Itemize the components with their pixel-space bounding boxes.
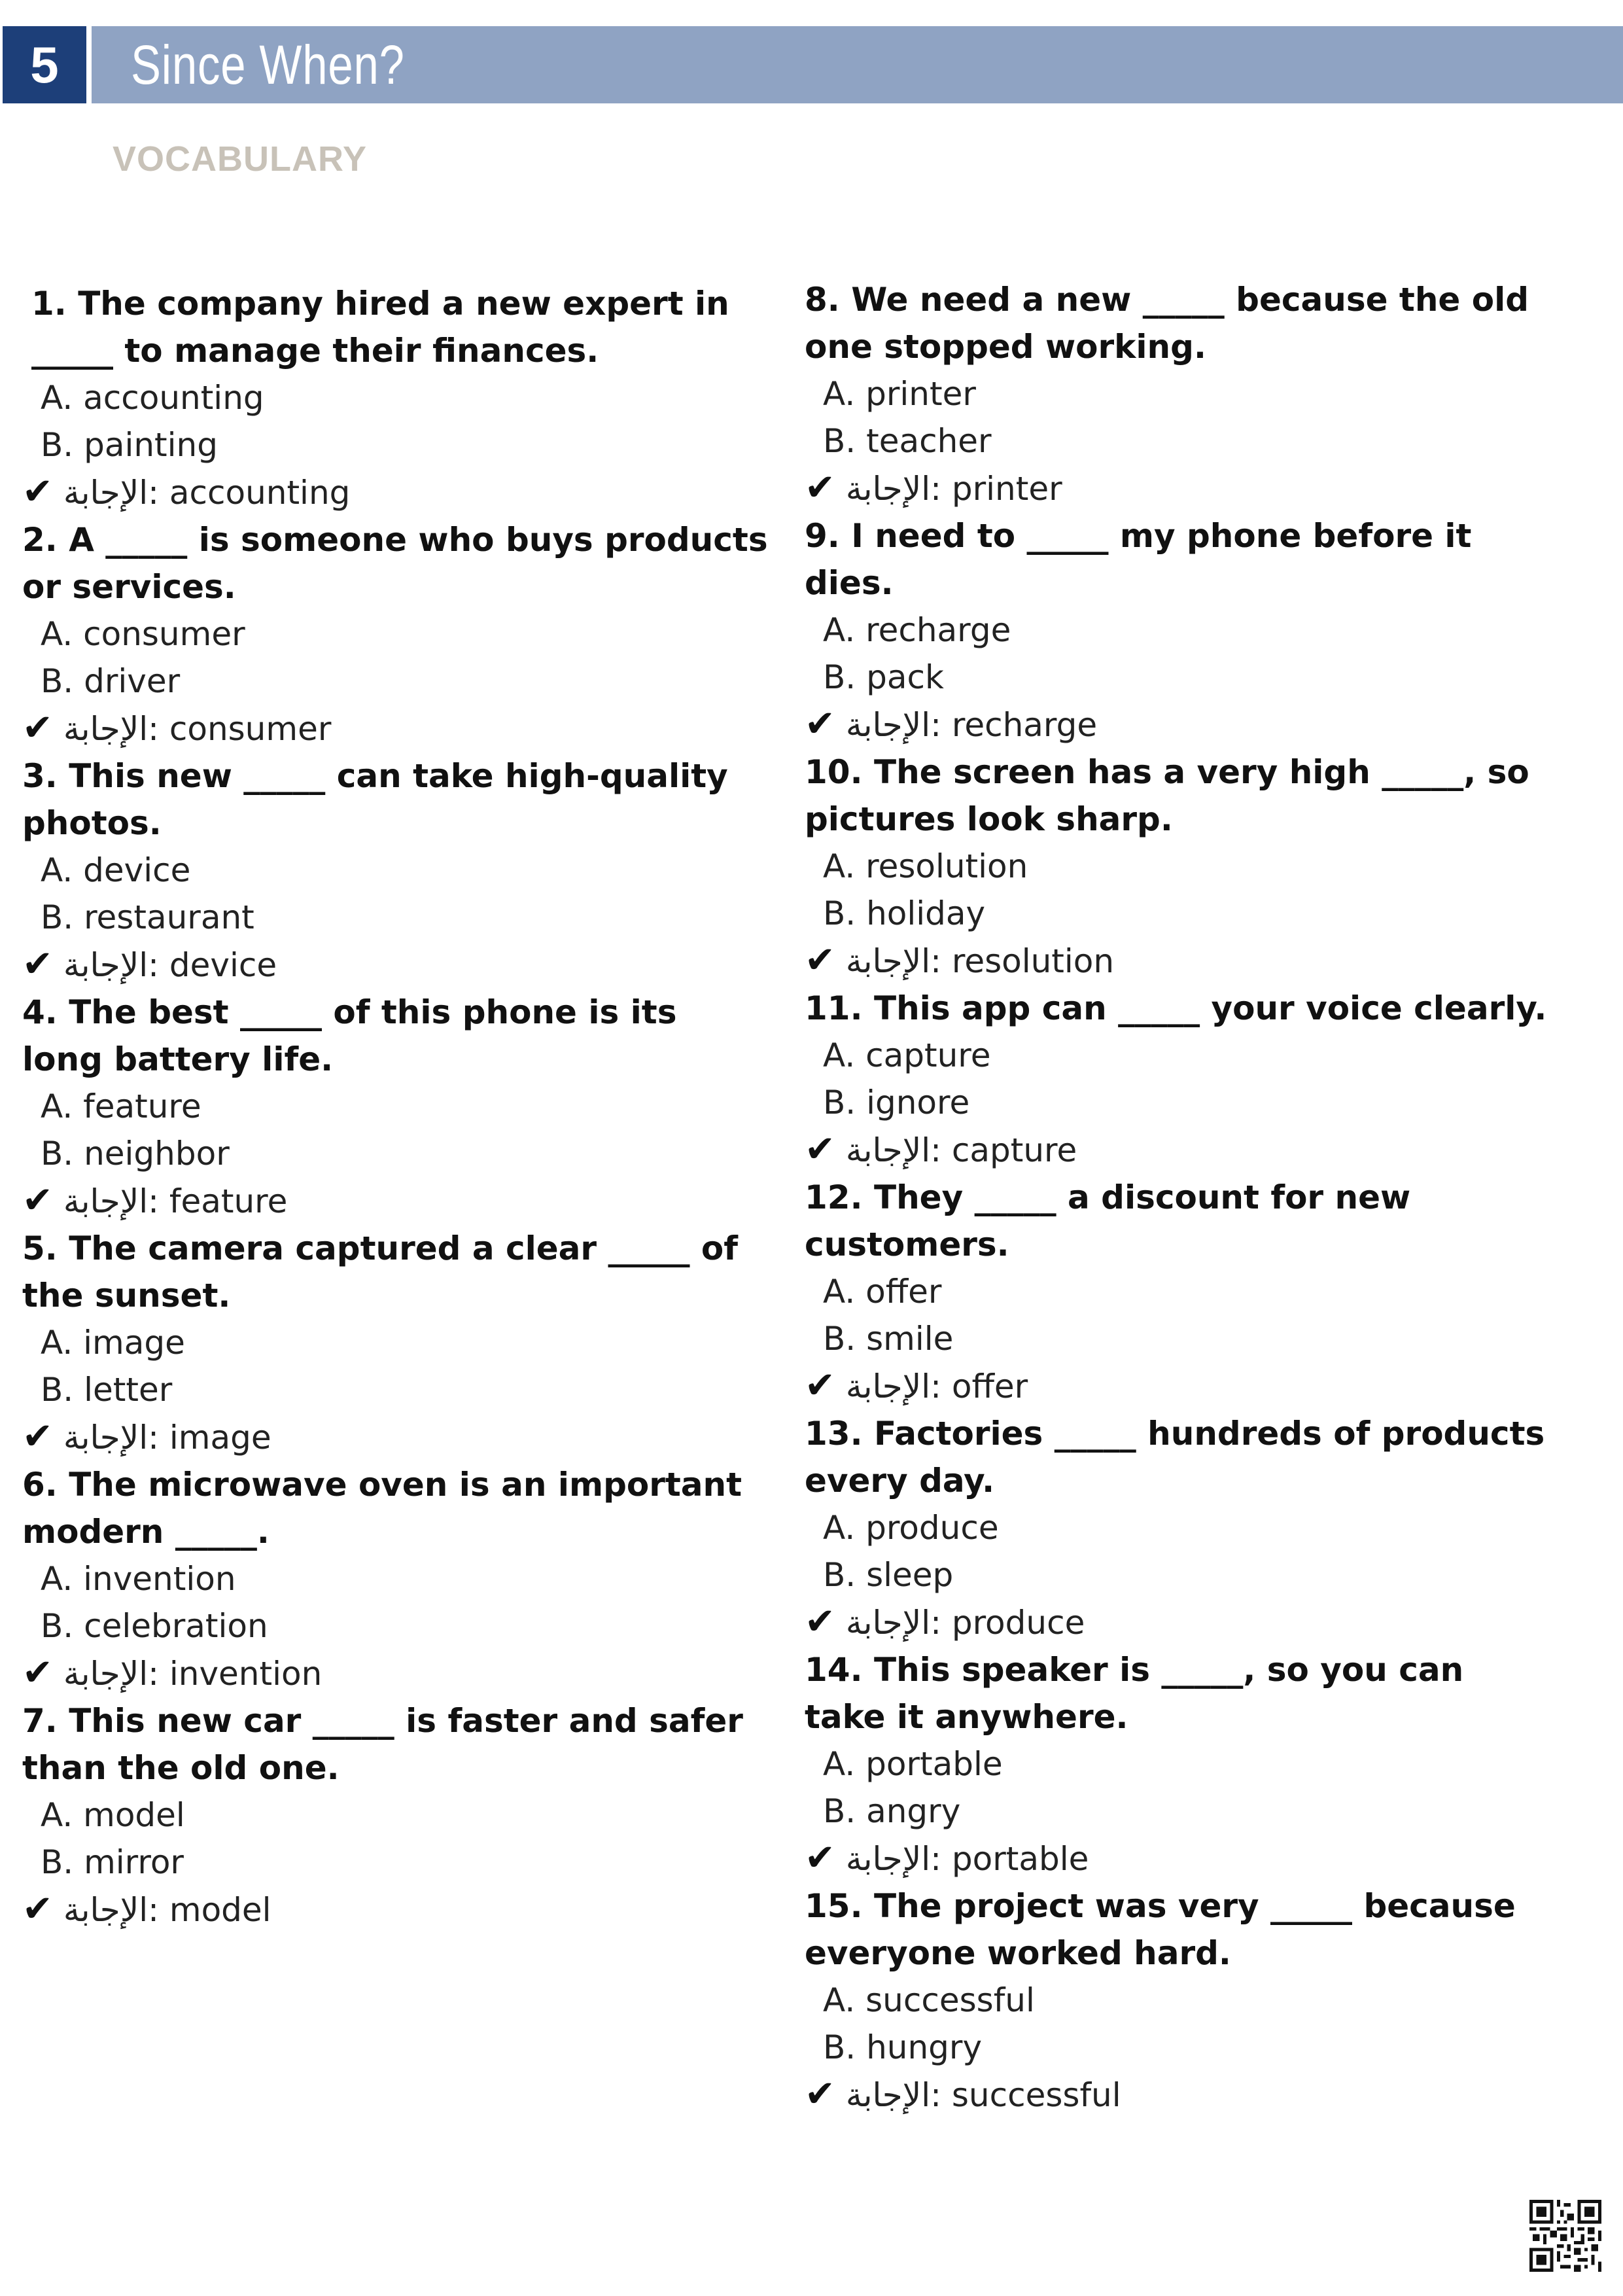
check-icon: ✔ (805, 1128, 835, 1171)
answer-prefix: الإجابة (63, 474, 148, 512)
question-block (805, 276, 1550, 512)
question-text: 10. The screen has a very high _____, so pictures look sharp. (805, 753, 1529, 838)
unit-header (3, 26, 1623, 103)
option-a: A. feature (41, 1087, 201, 1125)
check-icon: ✔ (805, 1364, 835, 1407)
check-icon: ✔ (22, 707, 53, 749)
question-block (805, 1882, 1550, 2119)
section-label: VOCABULARY (113, 139, 368, 179)
question-block (805, 1410, 1550, 1646)
question-block (805, 749, 1550, 985)
check-icon: ✔ (22, 1888, 53, 1930)
check-icon: ✔ (805, 703, 835, 745)
question-block (22, 1697, 768, 1934)
answer-value: invention (169, 1655, 323, 1693)
option-a: A. produce (823, 1509, 999, 1547)
questions-column-left (22, 280, 768, 1934)
answer-value: produce (951, 1604, 1085, 1642)
qr-code-icon[interactable] (1529, 2200, 1601, 2272)
question-block (22, 1225, 768, 1461)
option-a: A. consumer (41, 615, 245, 653)
check-icon: ✔ (805, 2073, 835, 2115)
answer-value: successful (951, 2076, 1121, 2114)
answer-value: resolution (951, 942, 1115, 980)
question-text: 14. This speaker is _____, so you can take it anywhere. (805, 1651, 1464, 1736)
option-b: B. mirror (41, 1843, 184, 1881)
answer-value: model (169, 1891, 271, 1929)
question-text: 7. This new car _____ is faster and safer than the old one. (22, 1702, 743, 1787)
option-b: B. teacher (823, 422, 992, 460)
option-b: B. pack (823, 658, 944, 696)
option-b: B. celebration (41, 1607, 268, 1645)
answer-prefix: الإجابة (63, 1655, 148, 1693)
question-text: 13. Factories _____ hundreds of products every day. (805, 1415, 1545, 1500)
answer-line: ✔ الإجابة: consumer (22, 707, 332, 749)
question-text: 11. This app can _____ your voice clearly. (805, 989, 1547, 1027)
answer-line: ✔ الإجابة: image (22, 1415, 271, 1458)
answer-value: image (169, 1419, 271, 1457)
answer-prefix: الإجابة (845, 2076, 931, 2114)
answer-line: ✔ الإجابة: recharge (805, 703, 1098, 745)
questions-column-right (805, 276, 1550, 2119)
question-text: 4. The best _____ of this phone is its long battery life. (22, 993, 677, 1078)
unit-number: 5 (3, 26, 92, 103)
option-a: A. image (41, 1324, 185, 1362)
question-block (22, 752, 768, 989)
answer-prefix: الإجابة (845, 1604, 931, 1642)
option-b: B. hungry (823, 2028, 983, 2066)
answer-value: capture (951, 1131, 1077, 1169)
check-icon: ✔ (22, 943, 53, 985)
option-a: A. accounting (41, 379, 264, 417)
answer-value: offer (951, 1368, 1028, 1405)
answer-prefix: الإجابة (63, 710, 148, 748)
question-text: 5. The camera captured a clear _____ of the sunset. (22, 1229, 738, 1315)
answer-line: ✔ الإجابة: printer (805, 467, 1062, 509)
answer-prefix: الإجابة (845, 1131, 931, 1169)
answer-value: accounting (169, 474, 351, 512)
question-block (22, 989, 768, 1225)
answer-value: feature (169, 1182, 288, 1220)
question-block (805, 1174, 1550, 1410)
question-text: 1. The company hired a new expert in _____ to manage their finances. (31, 285, 729, 370)
answer-prefix: الإجابة (845, 470, 931, 508)
option-b: B. driver (41, 662, 181, 700)
question-text: 6. The microwave oven is an important modern _____. (22, 1466, 742, 1551)
question-block (22, 516, 768, 752)
answer-prefix: الإجابة (845, 942, 931, 980)
option-a: A. resolution (823, 847, 1028, 885)
check-icon: ✔ (22, 1179, 53, 1222)
answer-line: ✔ الإجابة: accounting (22, 470, 351, 513)
answer-prefix: الإجابة (845, 706, 931, 744)
option-b: B. restaurant (41, 898, 254, 936)
option-b: B. painting (41, 426, 218, 464)
answer-value: printer (951, 470, 1062, 508)
check-icon: ✔ (805, 467, 835, 509)
question-text: 9. I need to _____ my phone before it dies. (805, 517, 1472, 602)
answer-value: device (169, 946, 277, 984)
option-b: B. neighbor (41, 1135, 230, 1173)
option-b: B. letter (41, 1371, 173, 1409)
option-b: B. smile (823, 1320, 954, 1358)
question-text: 3. This new _____ can take high-quality photos. (22, 757, 728, 842)
answer-value: portable (951, 1840, 1089, 1878)
answer-value: consumer (169, 710, 332, 748)
answer-prefix: الإجابة (63, 946, 148, 984)
question-block (22, 1461, 768, 1697)
answer-line: ✔ الإجابة: feature (22, 1179, 288, 1222)
option-a: A. invention (41, 1560, 236, 1598)
question-block (22, 280, 768, 516)
option-a: A. model (41, 1796, 185, 1834)
answer-line: ✔ الإجابة: produce (805, 1600, 1085, 1643)
question-block (805, 1646, 1550, 1882)
answer-line: ✔ الإجابة: offer (805, 1364, 1028, 1407)
answer-prefix: الإجابة (63, 1891, 148, 1929)
answer-line: ✔ الإجابة: capture (805, 1128, 1077, 1171)
option-a: A. device (41, 851, 191, 889)
check-icon: ✔ (22, 470, 53, 513)
check-icon: ✔ (805, 939, 835, 981)
answer-line: ✔ الإجابة: invention (22, 1651, 323, 1694)
option-b: B. angry (823, 1792, 961, 1830)
answer-line: ✔ الإجابة: resolution (805, 939, 1115, 981)
check-icon: ✔ (22, 1651, 53, 1694)
answer-line: ✔ الإجابة: portable (805, 1837, 1089, 1879)
question-text: 15. The project was very _____ because everyone worked hard. (805, 1887, 1516, 1972)
question-text: 2. A _____ is someone who buys products or services. (22, 521, 768, 606)
option-a: A. offer (823, 1273, 942, 1311)
option-a: A. successful (823, 1981, 1035, 2019)
question-text: 12. They _____ a discount for new customers. (805, 1178, 1411, 1263)
option-a: A. capture (823, 1036, 991, 1074)
option-b: B. sleep (823, 1556, 954, 1594)
option-b: B. ignore (823, 1084, 970, 1122)
answer-line: ✔ الإجابة: successful (805, 2073, 1121, 2115)
question-block (805, 512, 1550, 749)
answer-prefix: الإجابة (845, 1368, 931, 1405)
check-icon: ✔ (22, 1415, 53, 1458)
check-icon: ✔ (805, 1837, 835, 1879)
answer-line: ✔ الإجابة: device (22, 943, 277, 985)
option-a: A. printer (823, 375, 976, 413)
question-text: 8. We need a new _____ because the old one stopped working. (805, 281, 1529, 366)
option-b: B. holiday (823, 894, 986, 932)
question-block (805, 985, 1550, 1174)
answer-prefix: الإجابة (63, 1419, 148, 1457)
answer-line: ✔ الإجابة: model (22, 1888, 271, 1930)
unit-title: Since When? (131, 33, 405, 96)
answer-prefix: الإجابة (845, 1840, 931, 1878)
answer-prefix: الإجابة (63, 1182, 148, 1220)
option-a: A. portable (823, 1745, 1003, 1783)
answer-value: recharge (951, 706, 1098, 744)
option-a: A. recharge (823, 611, 1011, 649)
check-icon: ✔ (805, 1600, 835, 1643)
